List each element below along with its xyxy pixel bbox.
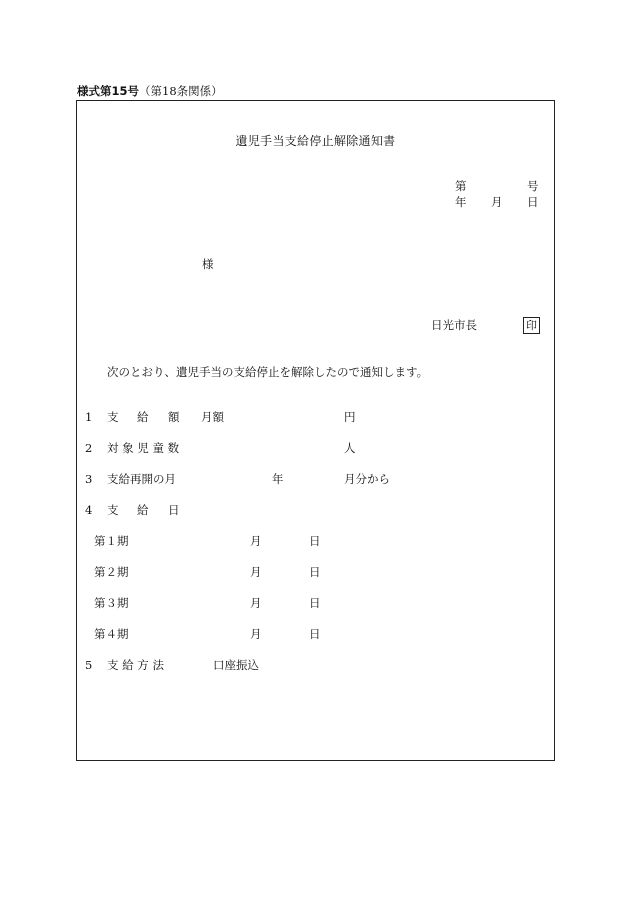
item-5-value: 口座振込 [213,658,259,672]
item-2-label: 対 象 児 童 数 [107,441,180,455]
item-3-number: 3 [85,472,93,486]
date-month: 月 [491,195,503,209]
body-text: 次のとおり、遺児手当の支給停止を解除したので通知します。 [107,365,429,379]
item-4-label-char1: 支 [107,503,119,517]
period-3-day: 日 [309,596,321,610]
item-1-unit: 円 [344,410,356,424]
date-day: 日 [527,195,539,209]
item-5-number: 5 [85,658,93,672]
item-3-month-from: 月分から [344,472,390,486]
item-5-label: 支 給 方 法 [107,658,164,672]
doc-number-prefix: 第 [455,179,467,193]
item-3-year: 年 [272,472,284,486]
period-2-label: 第２期 [94,565,129,579]
date-year: 年 [455,195,467,209]
doc-number-suffix: 号 [527,179,539,193]
item-1-sub-label: 月額 [201,410,224,424]
item-2-number: 2 [85,441,93,455]
period-1-month: 月 [250,534,262,548]
period-1-label: 第１期 [94,534,129,548]
form-header [77,84,223,98]
period-3-label: 第３期 [94,596,129,610]
item-4-label-char3: 日 [168,503,180,517]
item-2-unit: 人 [344,441,356,455]
recipient-suffix: 様 [202,257,214,271]
form-number: 様式第15号 [77,84,140,98]
item-1-label-char3: 額 [168,410,180,424]
item-1-label-char1: 支 [107,410,119,424]
item-4-number: 4 [85,503,93,517]
form-relation: （第18条関係） [139,84,223,98]
period-4-month: 月 [250,627,262,641]
period-2-day: 日 [309,565,321,579]
period-2-month: 月 [250,565,262,579]
item-3-label: 支給再開の月 [107,472,176,486]
item-1-number: 1 [85,410,93,424]
item-1-label-char2: 給 [137,410,149,424]
item-4-label-char2: 給 [137,503,149,517]
issuer: 日光市長 [431,318,477,332]
period-1-day: 日 [309,534,321,548]
period-4-day: 日 [309,627,321,641]
period-3-month: 月 [250,596,262,610]
document-title: 遺児手当支給停止解除通知書 [235,134,396,148]
period-4-label: 第４期 [94,627,129,641]
seal-stamp: 印 [523,317,540,334]
